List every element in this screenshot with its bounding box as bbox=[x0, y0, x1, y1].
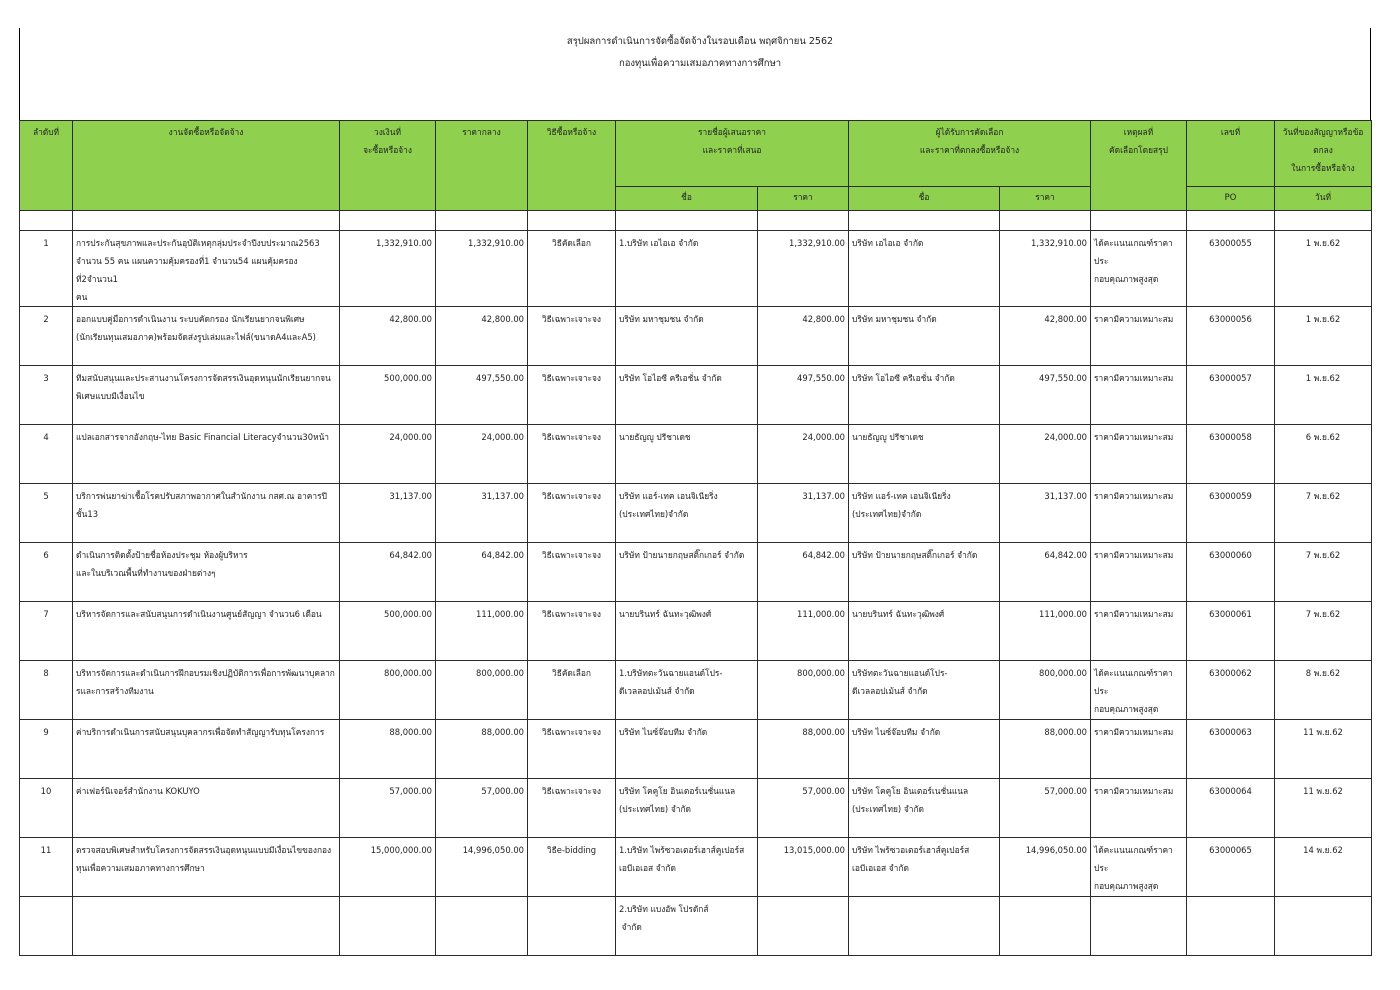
cell-po: 63000062 bbox=[1187, 661, 1275, 720]
cell-winner bbox=[849, 366, 1000, 425]
spacer-row bbox=[20, 211, 1372, 231]
cell-item bbox=[73, 307, 340, 366]
header-median: ราคากลาง bbox=[436, 121, 528, 211]
cell-reason bbox=[1091, 543, 1187, 602]
cell-bidder-line1: บริษัท ป้ายนายกฤษสติ๊กเกอร์ จำกัด bbox=[619, 550, 745, 560]
cell-win-price: 111,000.00 bbox=[1000, 602, 1091, 661]
cell-item bbox=[73, 366, 340, 425]
cell-winner bbox=[849, 602, 1000, 661]
cell-reason-line1: ราคามีความเหมาะสม bbox=[1094, 550, 1174, 560]
cell-winner bbox=[849, 425, 1000, 484]
cell-no: 11 bbox=[20, 838, 73, 897]
cell-budget: 500,000.00 bbox=[340, 602, 436, 661]
cell-bidder bbox=[616, 661, 758, 720]
cell-winner-line1: บริษัท แอร์-เทค เอนจิเนียริ่ง bbox=[852, 491, 951, 501]
cell-bid-price: 800,000.00 bbox=[758, 661, 849, 720]
cell-reason-line1: ราคามีความเหมาะสม bbox=[1094, 491, 1174, 501]
cell-budget: 64,842.00 bbox=[340, 543, 436, 602]
cell-win-price: 57,000.00 bbox=[1000, 779, 1091, 838]
cell-item bbox=[73, 779, 340, 838]
subheader-date: วันที่ bbox=[1275, 187, 1372, 211]
cell-budget: 24,000.00 bbox=[340, 425, 436, 484]
cell-bid-price: 31,137.00 bbox=[758, 484, 849, 543]
cell-reason-line2: กอบคุณภาพสูงสุด bbox=[1094, 274, 1159, 284]
cell-empty bbox=[340, 897, 436, 956]
cell-bidder bbox=[616, 231, 758, 307]
header-date-line2: ในการซื้อหรือจ้าง bbox=[1291, 163, 1355, 173]
cell-no: 5 bbox=[20, 484, 73, 543]
cell-win-price: 14,996,050.00 bbox=[1000, 838, 1091, 897]
cell-median: 1,332,910.00 bbox=[436, 231, 528, 307]
cell-bidder-line1: 1.บริษัท ไพร้ซวอเตอร์เฮาส์คูเปอร์ส bbox=[619, 845, 745, 855]
cell-item-line1: บริการพ่นยาฆ่าเชื้อโรคปรับสภาพอากาศในสำนักงาน กสศ.ณ อาคารปี bbox=[76, 491, 327, 501]
cell-item-line2: ชั้น13 bbox=[76, 509, 99, 519]
header-winner-line2: และราคาที่ตกลงซื้อหรือจ้าง bbox=[919, 145, 1020, 155]
cell-bidder bbox=[616, 425, 758, 484]
cell-reason bbox=[1091, 366, 1187, 425]
cell-date: 14 พ.ย.62 bbox=[1275, 838, 1372, 897]
cell-winner-line1: บริษัทตะวันฉายแอนด์โปร- bbox=[852, 668, 948, 678]
cell-winner bbox=[849, 661, 1000, 720]
cell-bidder bbox=[616, 307, 758, 366]
cell-empty bbox=[1187, 897, 1275, 956]
cell-winner-line1: บริษัท เอไอเอ จำกัด bbox=[852, 238, 924, 248]
cell-po: 63000058 bbox=[1187, 425, 1275, 484]
cell-bidder-line2: (ประเทศไทย)จำกัด bbox=[619, 509, 689, 519]
cell-item-line1: บริหารจัดการและดำเนินการฝึกอบรมเชิงปฏิบัติการเพื่อการพัฒนาบุคลาก bbox=[76, 668, 335, 678]
cell-empty bbox=[73, 897, 340, 956]
cell-budget: 500,000.00 bbox=[340, 366, 436, 425]
header-no: ลำดับที่ bbox=[20, 121, 73, 211]
header-bidders-line2: และราคาที่เสนอ bbox=[702, 145, 762, 155]
cell-reason-line1: ราคามีความเหมาะสม bbox=[1094, 727, 1174, 737]
cell-bid-price: 57,000.00 bbox=[758, 779, 849, 838]
cell-winner bbox=[849, 838, 1000, 897]
table-row bbox=[20, 661, 1372, 720]
cell-winner-line1: บริษัท ไนซ์จ๊อบทีม จำกัด bbox=[852, 727, 941, 737]
subheader-bidder-name: ชื่อ bbox=[616, 187, 758, 211]
cell-winner-line1: นายบรินทร์ ฉันทะวุฒิพงศ์ bbox=[852, 609, 945, 619]
cell-method: วิธีเฉพาะเจาะจง bbox=[528, 307, 616, 366]
cell-reason-line1: ราคามีความเหมาะสม bbox=[1094, 609, 1174, 619]
subheader-winner-price: ราคา bbox=[1000, 187, 1091, 211]
cell-item-line1: ค่าบริการดำเนินการสนับสนุนบุคลากรเพื่อจัดทำสัญญารับทุนโครงการ bbox=[76, 727, 325, 737]
cell-win-price: 24,000.00 bbox=[1000, 425, 1091, 484]
cell-bidder-line1: นายบรินทร์ ฉันทะวุฒิพงศ์ bbox=[619, 609, 712, 619]
cell-po: 63000064 bbox=[1187, 779, 1275, 838]
cell-reason-line1: ราคามีความเหมาะสม bbox=[1094, 786, 1174, 796]
cell-median: 800,000.00 bbox=[436, 661, 528, 720]
cell-reason-line1: ได้คะแนนเกณฑ์ราคาประ bbox=[1094, 845, 1173, 873]
header-method: วิธีซื้อหรือจ้าง bbox=[528, 121, 616, 211]
cell-reason bbox=[1091, 720, 1187, 779]
cell-win-price: 42,800.00 bbox=[1000, 307, 1091, 366]
header-date-line1: วันที่ของสัญญาหรือข้อตกลง bbox=[1282, 127, 1364, 155]
cell-bid-price: 111,000.00 bbox=[758, 602, 849, 661]
cell-empty bbox=[528, 897, 616, 956]
cell-winner-line2: ดีเวลลอปเม้นส์ จำกัด bbox=[852, 686, 928, 696]
cell-budget: 800,000.00 bbox=[340, 661, 436, 720]
cell-empty bbox=[1000, 897, 1091, 956]
cell-win-price: 31,137.00 bbox=[1000, 484, 1091, 543]
cell-reason bbox=[1091, 779, 1187, 838]
cell-item bbox=[73, 720, 340, 779]
cell-no: 2 bbox=[20, 307, 73, 366]
cell-winner-line1: บริษัท ป้ายนายกฤษสติ๊กเกอร์ จำกัด bbox=[852, 550, 978, 560]
cell-extra-bidder-line1: 2.บริษัท แบงอัพ โปรดักส์ bbox=[619, 904, 709, 914]
cell-win-price: 800,000.00 bbox=[1000, 661, 1091, 720]
subheader-winner-name: ชื่อ bbox=[849, 187, 1000, 211]
cell-winner-line1: บริษัท มหาชุมชน จำกัด bbox=[852, 314, 937, 324]
cell-po: 63000063 bbox=[1187, 720, 1275, 779]
cell-median: 57,000.00 bbox=[436, 779, 528, 838]
cell-bidder bbox=[616, 484, 758, 543]
cell-method: วิธีเฉพาะเจาะจง bbox=[528, 484, 616, 543]
header-number: เลขที่ bbox=[1187, 121, 1275, 187]
cell-reason bbox=[1091, 307, 1187, 366]
cell-median: 24,000.00 bbox=[436, 425, 528, 484]
cell-bid-price: 64,842.00 bbox=[758, 543, 849, 602]
cell-median: 42,800.00 bbox=[436, 307, 528, 366]
cell-bid-price: 24,000.00 bbox=[758, 425, 849, 484]
cell-budget: 15,000,000.00 bbox=[340, 838, 436, 897]
cell-budget: 31,137.00 bbox=[340, 484, 436, 543]
cell-po: 63000061 bbox=[1187, 602, 1275, 661]
cell-item bbox=[73, 543, 340, 602]
header-winner-line1: ผู้ได้รับการคัดเลือก bbox=[935, 127, 1004, 137]
header-reason bbox=[1091, 121, 1187, 211]
cell-median: 64,842.00 bbox=[436, 543, 528, 602]
cell-method: วิธีเฉพาะเจาะจง bbox=[528, 366, 616, 425]
cell-method: วิธีเฉพาะเจาะจง bbox=[528, 720, 616, 779]
cell-winner-line1: บริษัท โคคูโย อินเตอร์เนชั่นแนล bbox=[852, 786, 969, 796]
cell-item bbox=[73, 484, 340, 543]
table-row bbox=[20, 779, 1372, 838]
header-reason-line2: คัดเลือกโดยสรุป bbox=[1109, 145, 1168, 155]
cell-win-price: 1,332,910.00 bbox=[1000, 231, 1091, 307]
document-title: สรุปผลการดำเนินการจัดซื้อจัดจ้างในรอบเดือน พฤศจิกายน 2562 bbox=[566, 36, 834, 47]
table-row bbox=[20, 366, 1372, 425]
cell-winner-line1: นายธัญญู ปรีชาเดช bbox=[852, 432, 924, 442]
cell-bid-price: 42,800.00 bbox=[758, 307, 849, 366]
cell-budget: 88,000.00 bbox=[340, 720, 436, 779]
header-budget-line2: จะซื้อหรือจ้าง bbox=[363, 145, 412, 155]
cell-bidder bbox=[616, 543, 758, 602]
cell-reason-line1: ราคามีความเหมาะสม bbox=[1094, 314, 1174, 324]
cell-bid-price: 497,550.00 bbox=[758, 366, 849, 425]
cell-item bbox=[73, 838, 340, 897]
cell-reason-line2: กอบคุณภาพสูงสุด bbox=[1094, 704, 1159, 714]
cell-budget: 42,800.00 bbox=[340, 307, 436, 366]
cell-bidder-line1: 1.บริษัท เอไอเอ จำกัด bbox=[619, 238, 699, 248]
table-row bbox=[20, 602, 1372, 661]
cell-extra-bidder-line2: จำกัด bbox=[619, 922, 642, 932]
cell-item-line3: คน bbox=[76, 292, 88, 302]
cell-item bbox=[73, 231, 340, 307]
cell-winner bbox=[849, 543, 1000, 602]
cell-bid-price: 88,000.00 bbox=[758, 720, 849, 779]
header-date bbox=[1275, 121, 1372, 187]
cell-item-line1: แปลเอกสารจากอังกฤษ-ไทย Basic Financial Literacyจำนวน30หน้า bbox=[76, 432, 330, 442]
table-row bbox=[20, 425, 1372, 484]
cell-bidder-line1: บริษัท โคคูโย อินเตอร์เนชั่นแนล bbox=[619, 786, 736, 796]
header-bidders bbox=[616, 121, 849, 187]
cell-method: วิธีเฉพาะเจาะจง bbox=[528, 602, 616, 661]
cell-winner-line2: (ประเทศไทย)จำกัด bbox=[852, 509, 922, 519]
cell-reason-line1: ได้คะแนนเกณฑ์ราคาประ bbox=[1094, 668, 1173, 696]
cell-empty bbox=[1091, 897, 1187, 956]
cell-no: 9 bbox=[20, 720, 73, 779]
cell-date: 7 พ.ย.62 bbox=[1275, 543, 1372, 602]
cell-item-line1: ทีมสนับสนุนและประสานงานโครงการจัดสรรเงินอุดหนุนนักเรียนยากจน bbox=[76, 373, 331, 383]
cell-reason-line2: กอบคุณภาพสูงสุด bbox=[1094, 881, 1159, 891]
cell-bidder-line1: บริษัท แอร์-เทค เอนจิเนียริ่ง bbox=[619, 491, 718, 501]
cell-date: 1 พ.ย.62 bbox=[1275, 307, 1372, 366]
document-subtitle: กองทุนเพื่อความเสมอภาคทางการศึกษา bbox=[618, 58, 782, 69]
cell-bidder-line1: นายธัญญู ปรีชาเดช bbox=[619, 432, 691, 442]
cell-no: 8 bbox=[20, 661, 73, 720]
header-reason-line1: เหตุผลที่ bbox=[1123, 127, 1154, 137]
cell-winner bbox=[849, 231, 1000, 307]
cell-empty bbox=[436, 897, 528, 956]
cell-winner bbox=[849, 484, 1000, 543]
cell-bidder-line2: (ประเทศไทย) จำกัด bbox=[619, 804, 691, 814]
cell-method: วิธีe-bidding bbox=[528, 838, 616, 897]
cell-bidder bbox=[616, 720, 758, 779]
cell-item-line1: ดำเนินการติดตั้งป้ายชื่อห้องประชุม ห้องผู้บริหาร bbox=[76, 550, 248, 560]
cell-date: 1 พ.ย.62 bbox=[1275, 366, 1372, 425]
cell-date: 6 พ.ย.62 bbox=[1275, 425, 1372, 484]
cell-reason bbox=[1091, 484, 1187, 543]
table-row bbox=[20, 838, 1372, 897]
cell-winner bbox=[849, 307, 1000, 366]
cell-item-line2: (นักเรียนทุนเสมอภาค)พร้อมจัดส่งรูปเล่มและไฟล์(ขนาดA4และA5) bbox=[76, 332, 316, 342]
cell-date: 8 พ.ย.62 bbox=[1275, 661, 1372, 720]
table-row-continuation bbox=[20, 897, 1372, 956]
table-row bbox=[20, 720, 1372, 779]
cell-budget: 1,332,910.00 bbox=[340, 231, 436, 307]
cell-bidder bbox=[616, 602, 758, 661]
cell-extra-bidder bbox=[616, 897, 758, 956]
cell-empty bbox=[849, 897, 1000, 956]
cell-po: 63000059 bbox=[1187, 484, 1275, 543]
cell-bidder bbox=[616, 366, 758, 425]
cell-reason bbox=[1091, 838, 1187, 897]
cell-empty bbox=[1275, 897, 1372, 956]
cell-bidder-line2: ดีเวลลอปเม้นส์ จำกัด bbox=[619, 686, 695, 696]
cell-no: 3 bbox=[20, 366, 73, 425]
cell-item bbox=[73, 602, 340, 661]
cell-winner-line2: (ประเทศไทย) จำกัด bbox=[852, 804, 924, 814]
header-budget-line1: วงเงินที่ bbox=[374, 127, 401, 137]
cell-item bbox=[73, 425, 340, 484]
cell-budget: 57,000.00 bbox=[340, 779, 436, 838]
cell-item-line1: การประกันสุขภาพและประกันอุบัติเหตุกลุ่มประจำปีงบประมาณ2563 bbox=[76, 238, 320, 248]
cell-method: วิธีคัดเลือก bbox=[528, 661, 616, 720]
cell-no: 4 bbox=[20, 425, 73, 484]
header-item: งานจัดซื้อหรือจัดจ้าง bbox=[73, 121, 340, 211]
subheader-po: PO bbox=[1187, 187, 1275, 211]
cell-winner-line1: บริษัท ไพร้ซวอเตอร์เฮาส์คูเปอร์ส bbox=[852, 845, 970, 855]
cell-item-line1: บริหารจัดการและสนับสนุนการดำเนินงานศูนย์สัญญา จำนวน6 เดือน bbox=[76, 609, 322, 619]
cell-reason-line1: ได้คะแนนเกณฑ์ราคาประ bbox=[1094, 238, 1173, 266]
table-row bbox=[20, 484, 1372, 543]
cell-winner-line1: บริษัท โอไอซี ครีเอชั่น จำกัด bbox=[852, 373, 955, 383]
cell-median: 497,550.00 bbox=[436, 366, 528, 425]
cell-reason bbox=[1091, 425, 1187, 484]
cell-item-line1: ค่าเฟอร์นิเจอร์สำนักงาน KOKUYO bbox=[76, 786, 200, 796]
cell-item-line2: และในบริเวณพื้นที่ทำงานของฝ่ายต่างๆ bbox=[76, 568, 216, 578]
cell-item bbox=[73, 661, 340, 720]
header-winner bbox=[849, 121, 1091, 187]
cell-date: 11 พ.ย.62 bbox=[1275, 720, 1372, 779]
cell-bid-price: 13,015,000.00 bbox=[758, 838, 849, 897]
cell-bidder-line1: บริษัท โอไอซี ครีเอชั่น จำกัด bbox=[619, 373, 722, 383]
cell-bidder-line1: บริษัท มหาชุมชน จำกัด bbox=[619, 314, 704, 324]
cell-no: 6 bbox=[20, 543, 73, 602]
cell-item-line2: รและการสร้างทีมงาน bbox=[76, 686, 154, 696]
cell-empty bbox=[20, 897, 73, 956]
cell-median: 88,000.00 bbox=[436, 720, 528, 779]
cell-median: 111,000.00 bbox=[436, 602, 528, 661]
cell-date: 7 พ.ย.62 bbox=[1275, 484, 1372, 543]
cell-bidder-line2: เอบีเอเอส จำกัด bbox=[619, 863, 676, 873]
cell-empty bbox=[758, 897, 849, 956]
table-row bbox=[20, 307, 1372, 366]
cell-reason bbox=[1091, 231, 1187, 307]
cell-win-price: 497,550.00 bbox=[1000, 366, 1091, 425]
cell-item-line1: ตรวจสอบพิเศษสำหรับโครงการจัดสรรเงินอุดหนุนแบบมีเงื่อนไขของกอง bbox=[76, 845, 332, 855]
cell-bidder-line1: 1.บริษัทตะวันฉายแอนด์โปร- bbox=[619, 668, 723, 678]
cell-no: 1 bbox=[20, 231, 73, 307]
cell-reason-line1: ราคามีความเหมาะสม bbox=[1094, 373, 1174, 383]
cell-item-line1: ออกแบบคู่มือการดำเนินงาน ระบบคัดกรอง นักเรียนยากจนพิเศษ bbox=[76, 314, 305, 324]
cell-item-line2: พิเศษแบบมีเงื่อนไข bbox=[76, 391, 145, 401]
cell-winner bbox=[849, 720, 1000, 779]
cell-po: 63000060 bbox=[1187, 543, 1275, 602]
cell-bidder bbox=[616, 779, 758, 838]
cell-median: 14,996,050.00 bbox=[436, 838, 528, 897]
cell-no: 10 bbox=[20, 779, 73, 838]
subheader-bidder-price: ราคา bbox=[758, 187, 849, 211]
procurement-table bbox=[19, 120, 1372, 956]
cell-po: 63000056 bbox=[1187, 307, 1275, 366]
table-row bbox=[20, 231, 1372, 307]
table-row bbox=[20, 543, 1372, 602]
cell-date: 1 พ.ย.62 bbox=[1275, 231, 1372, 307]
cell-item-line2: จำนวน 55 คน แผนความคุ้มครองที่1 จำนวน54 แผนคุ้มครองที่2จำนวน1 bbox=[76, 256, 298, 284]
cell-win-price: 64,842.00 bbox=[1000, 543, 1091, 602]
cell-po: 63000057 bbox=[1187, 366, 1275, 425]
cell-win-price: 88,000.00 bbox=[1000, 720, 1091, 779]
cell-winner bbox=[849, 779, 1000, 838]
cell-po: 63000065 bbox=[1187, 838, 1275, 897]
cell-po: 63000055 bbox=[1187, 231, 1275, 307]
cell-median: 31,137.00 bbox=[436, 484, 528, 543]
cell-method: วิธีเฉพาะเจาะจง bbox=[528, 779, 616, 838]
cell-item-line2: ทุนเพื่อความเสมอภาคทางการศึกษา bbox=[76, 863, 205, 873]
cell-method: วิธีเฉพาะเจาะจง bbox=[528, 425, 616, 484]
header-bidders-line1: รายชื่อผู้เสนอราคา bbox=[698, 127, 766, 137]
cell-bid-price: 1,332,910.00 bbox=[758, 231, 849, 307]
cell-method: วิธีเฉพาะเจาะจง bbox=[528, 543, 616, 602]
cell-winner-line2: เอบีเอเอส จำกัด bbox=[852, 863, 909, 873]
cell-reason bbox=[1091, 602, 1187, 661]
cell-date: 7 พ.ย.62 bbox=[1275, 602, 1372, 661]
cell-date: 11 พ.ย.62 bbox=[1275, 779, 1372, 838]
cell-reason bbox=[1091, 661, 1187, 720]
cell-no: 7 bbox=[20, 602, 73, 661]
cell-method: วิธีคัดเลือก bbox=[528, 231, 616, 307]
cell-reason-line1: ราคามีความเหมาะสม bbox=[1094, 432, 1174, 442]
cell-bidder bbox=[616, 838, 758, 897]
cell-bidder-line1: บริษัท ไนซ์จ๊อบทีม จำกัด bbox=[619, 727, 708, 737]
header-budget bbox=[340, 121, 436, 211]
